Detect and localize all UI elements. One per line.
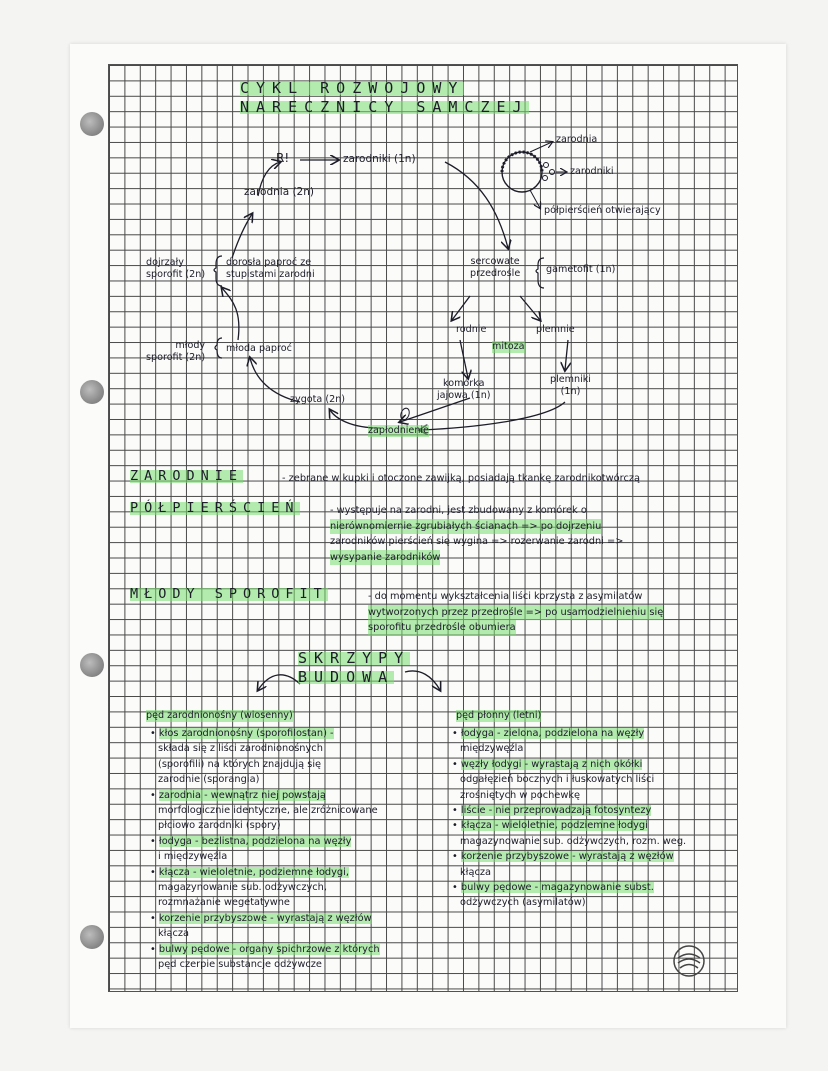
definition-zarodnie	[282, 471, 640, 487]
definition-line: sporofitu przedrośle obumiera	[368, 620, 516, 636]
sercowate-przedrosle-label: sercowate przedrośle	[470, 256, 521, 279]
list-item-text: odgałęzień bocznych i łuskowatych liści	[460, 774, 655, 786]
definition-line: - występuje na zarodni, jest zbudowany z komórek o	[330, 505, 587, 516]
list-item	[150, 865, 349, 881]
list-item-text: zrośniętych w pochewkę	[460, 789, 581, 801]
left-column-heading: pęd zarodnionośny (wiosenny)	[146, 710, 293, 721]
mlody-sporofit-desc: młoda paproć	[226, 343, 292, 354]
zygota-label: zygota (2n)	[290, 394, 346, 405]
mitoza-label: mitoza	[492, 341, 525, 352]
bullet-icon: •	[150, 789, 159, 801]
definition-line: wysypanie zarodników	[330, 550, 440, 566]
list-item	[150, 911, 372, 927]
list-item	[150, 834, 351, 850]
bullet-icon: •	[452, 805, 461, 816]
list-item-text: korzenie przybyszowe - wyrastają z węzłów	[460, 851, 674, 863]
bullet-icon: •	[150, 912, 159, 924]
zaplodnienie-label: zapłodnienie	[368, 425, 429, 436]
bullet-icon: •	[452, 882, 461, 893]
list-item-text: kłącza - wieloletnie, podziemne łodygi	[460, 820, 648, 832]
definition-polpierscien	[330, 503, 623, 565]
list-item-continuation	[158, 957, 322, 973]
zarodniki-label: zarodniki (1n)	[343, 153, 416, 165]
list-item-continuation	[460, 895, 586, 911]
definition-line: zarodników pierścień się wygina => rozerwanie zarodni =>	[330, 536, 624, 547]
dojrzaly-sporofit-desc: dorosła paproć ze stupistami zarodni	[226, 257, 315, 280]
list-item	[150, 726, 334, 742]
list-item-continuation	[460, 772, 654, 788]
sporangium-zarodniki-label: zarodniki	[570, 166, 614, 177]
skrzypy-title: SKRZYPY	[298, 649, 411, 667]
bullet-icon: •	[452, 728, 461, 739]
list-item	[150, 788, 326, 804]
list-item-text: i międzywęźla	[158, 851, 228, 863]
list-item-continuation	[158, 926, 189, 942]
list-item-text: rozmnażanie wegetatywne	[158, 897, 290, 909]
gametofit-label: gametofit (1n)	[546, 264, 616, 275]
term-zarodnie: ZARODNIE	[130, 468, 244, 484]
list-item-text: kłącza - wieloletnie, podziemne łodygi,	[158, 866, 349, 878]
brand-logo-icon	[672, 944, 706, 978]
list-item-text: płciowo zarodniki (spory)	[158, 820, 281, 832]
list-item	[452, 726, 644, 742]
bullet-icon: •	[150, 728, 159, 739]
list-item	[150, 942, 380, 958]
list-item	[452, 757, 642, 773]
list-item-text: bulwy pędowe - organy spichrzowe z których	[158, 943, 380, 955]
list-item-continuation	[158, 757, 321, 773]
list-item-text: zarodnia - wewnątrz niej powstają	[158, 789, 326, 801]
list-item-continuation	[158, 818, 281, 834]
title-line1: CYKL ROZWOJOWY	[240, 79, 465, 97]
list-item-text: międzywęźla	[460, 743, 524, 755]
list-item-text: magazynowanie sub. odżywczych,	[158, 882, 327, 893]
definition-line: - do momentu wykształcenia liści korzysta z asymilatów	[368, 591, 643, 602]
definition-line: nierównomiernie zgrubiałych ścianach => po dojrzeniu	[330, 519, 601, 535]
list-item-continuation	[460, 788, 580, 804]
list-item-continuation	[158, 772, 259, 788]
skrzypy-subtitle: BUDOWA	[298, 668, 395, 686]
definition-line: - zebrane w kupki i otoczone zawijką, posiadają tkankę zarodnikotwórczą	[282, 473, 640, 484]
list-item-continuation	[158, 895, 290, 911]
sporangium-drawing	[502, 142, 566, 208]
komorka-jajowa-label: komórka jajowa (1n)	[437, 378, 491, 401]
list-item-text: bulwy pędowe - magazynowanie subst.	[460, 882, 654, 893]
right-column-heading: pęd płonny (letni)	[456, 710, 542, 721]
list-item-text: łodyga - zielona, podzielona na węzły	[460, 728, 645, 739]
list-item-text: pęd czerpie substancje odżywcze	[158, 959, 322, 970]
list-item	[452, 818, 648, 834]
sporangium-zarodnia-label: zarodnia	[556, 134, 598, 145]
bullet-icon: •	[452, 758, 461, 770]
bullet-icon: •	[150, 866, 159, 878]
list-item-text: (sporofili) na których znajdują się	[158, 758, 322, 770]
bullet-icon: •	[452, 820, 461, 832]
list-item-text: liście - nie przeprowadzają fotosyntezy	[460, 805, 652, 816]
rodnie-label: rodnie	[456, 324, 487, 335]
plemnie-label: plemnie	[536, 324, 575, 335]
term-polpierscien: PÓŁPIERŚCIEŃ	[130, 500, 300, 516]
bullet-icon: •	[150, 943, 159, 955]
list-item-continuation	[460, 865, 491, 881]
list-item	[452, 803, 651, 819]
list-item-continuation	[158, 880, 327, 896]
title-line2: NARECZNICY SAMCZEJ	[240, 98, 529, 116]
list-item-text: kłącza	[158, 928, 189, 940]
list-item	[452, 880, 654, 896]
list-item	[452, 849, 674, 865]
definition-mlody-sporofit	[368, 589, 663, 636]
list-item-continuation	[460, 834, 686, 850]
bullet-icon: •	[452, 851, 461, 863]
list-item-text: morfologicznie identyczne, ale zróżnicowane	[158, 805, 378, 816]
list-item-text: łodyga - bezlistna, podzielona na węzły	[158, 835, 352, 847]
list-item-continuation	[158, 741, 323, 757]
r-label: R!	[276, 151, 290, 165]
list-item-text: kłącza	[460, 866, 491, 878]
definition-line: wytworzonych przez przedrośle => po usamodzielnieniu się	[368, 605, 663, 621]
list-item-continuation	[158, 803, 378, 819]
list-item-text: magazynowanie sub. odżywczych, rozm. weg.	[460, 835, 687, 847]
bullet-icon: •	[150, 835, 159, 847]
term-mlody-sporofit: MŁODY SPOROFIT	[130, 586, 328, 602]
sporangium-polpierscien-label: półpierścień otwierający	[544, 205, 661, 216]
zarodnia-2n-label: zarodnia (2n)	[244, 186, 314, 198]
list-item-continuation	[460, 741, 523, 757]
list-item-text: składa się z liści zarodnionośnych	[158, 743, 323, 755]
dojrzaly-sporofit-label: dojrzały sporofit (2n)	[146, 257, 206, 280]
list-item-text: odżywczych (asymilatów)	[460, 897, 586, 909]
mlody-sporofit-label: młody sporofit (2n)	[146, 340, 206, 363]
list-item-text: kłos zarodnionośny (sporofilostan) -	[158, 728, 334, 739]
list-item-continuation	[158, 849, 227, 865]
list-item-text: korzenie przybyszowe - wyrastają z węzłów	[158, 912, 372, 924]
list-item-text: węzły łodygi - wyrastają z nich okółki	[460, 758, 643, 770]
plemniki-label: plemniki (1n)	[550, 374, 591, 397]
list-item-text: zarodnie (sporangia)	[158, 774, 260, 786]
